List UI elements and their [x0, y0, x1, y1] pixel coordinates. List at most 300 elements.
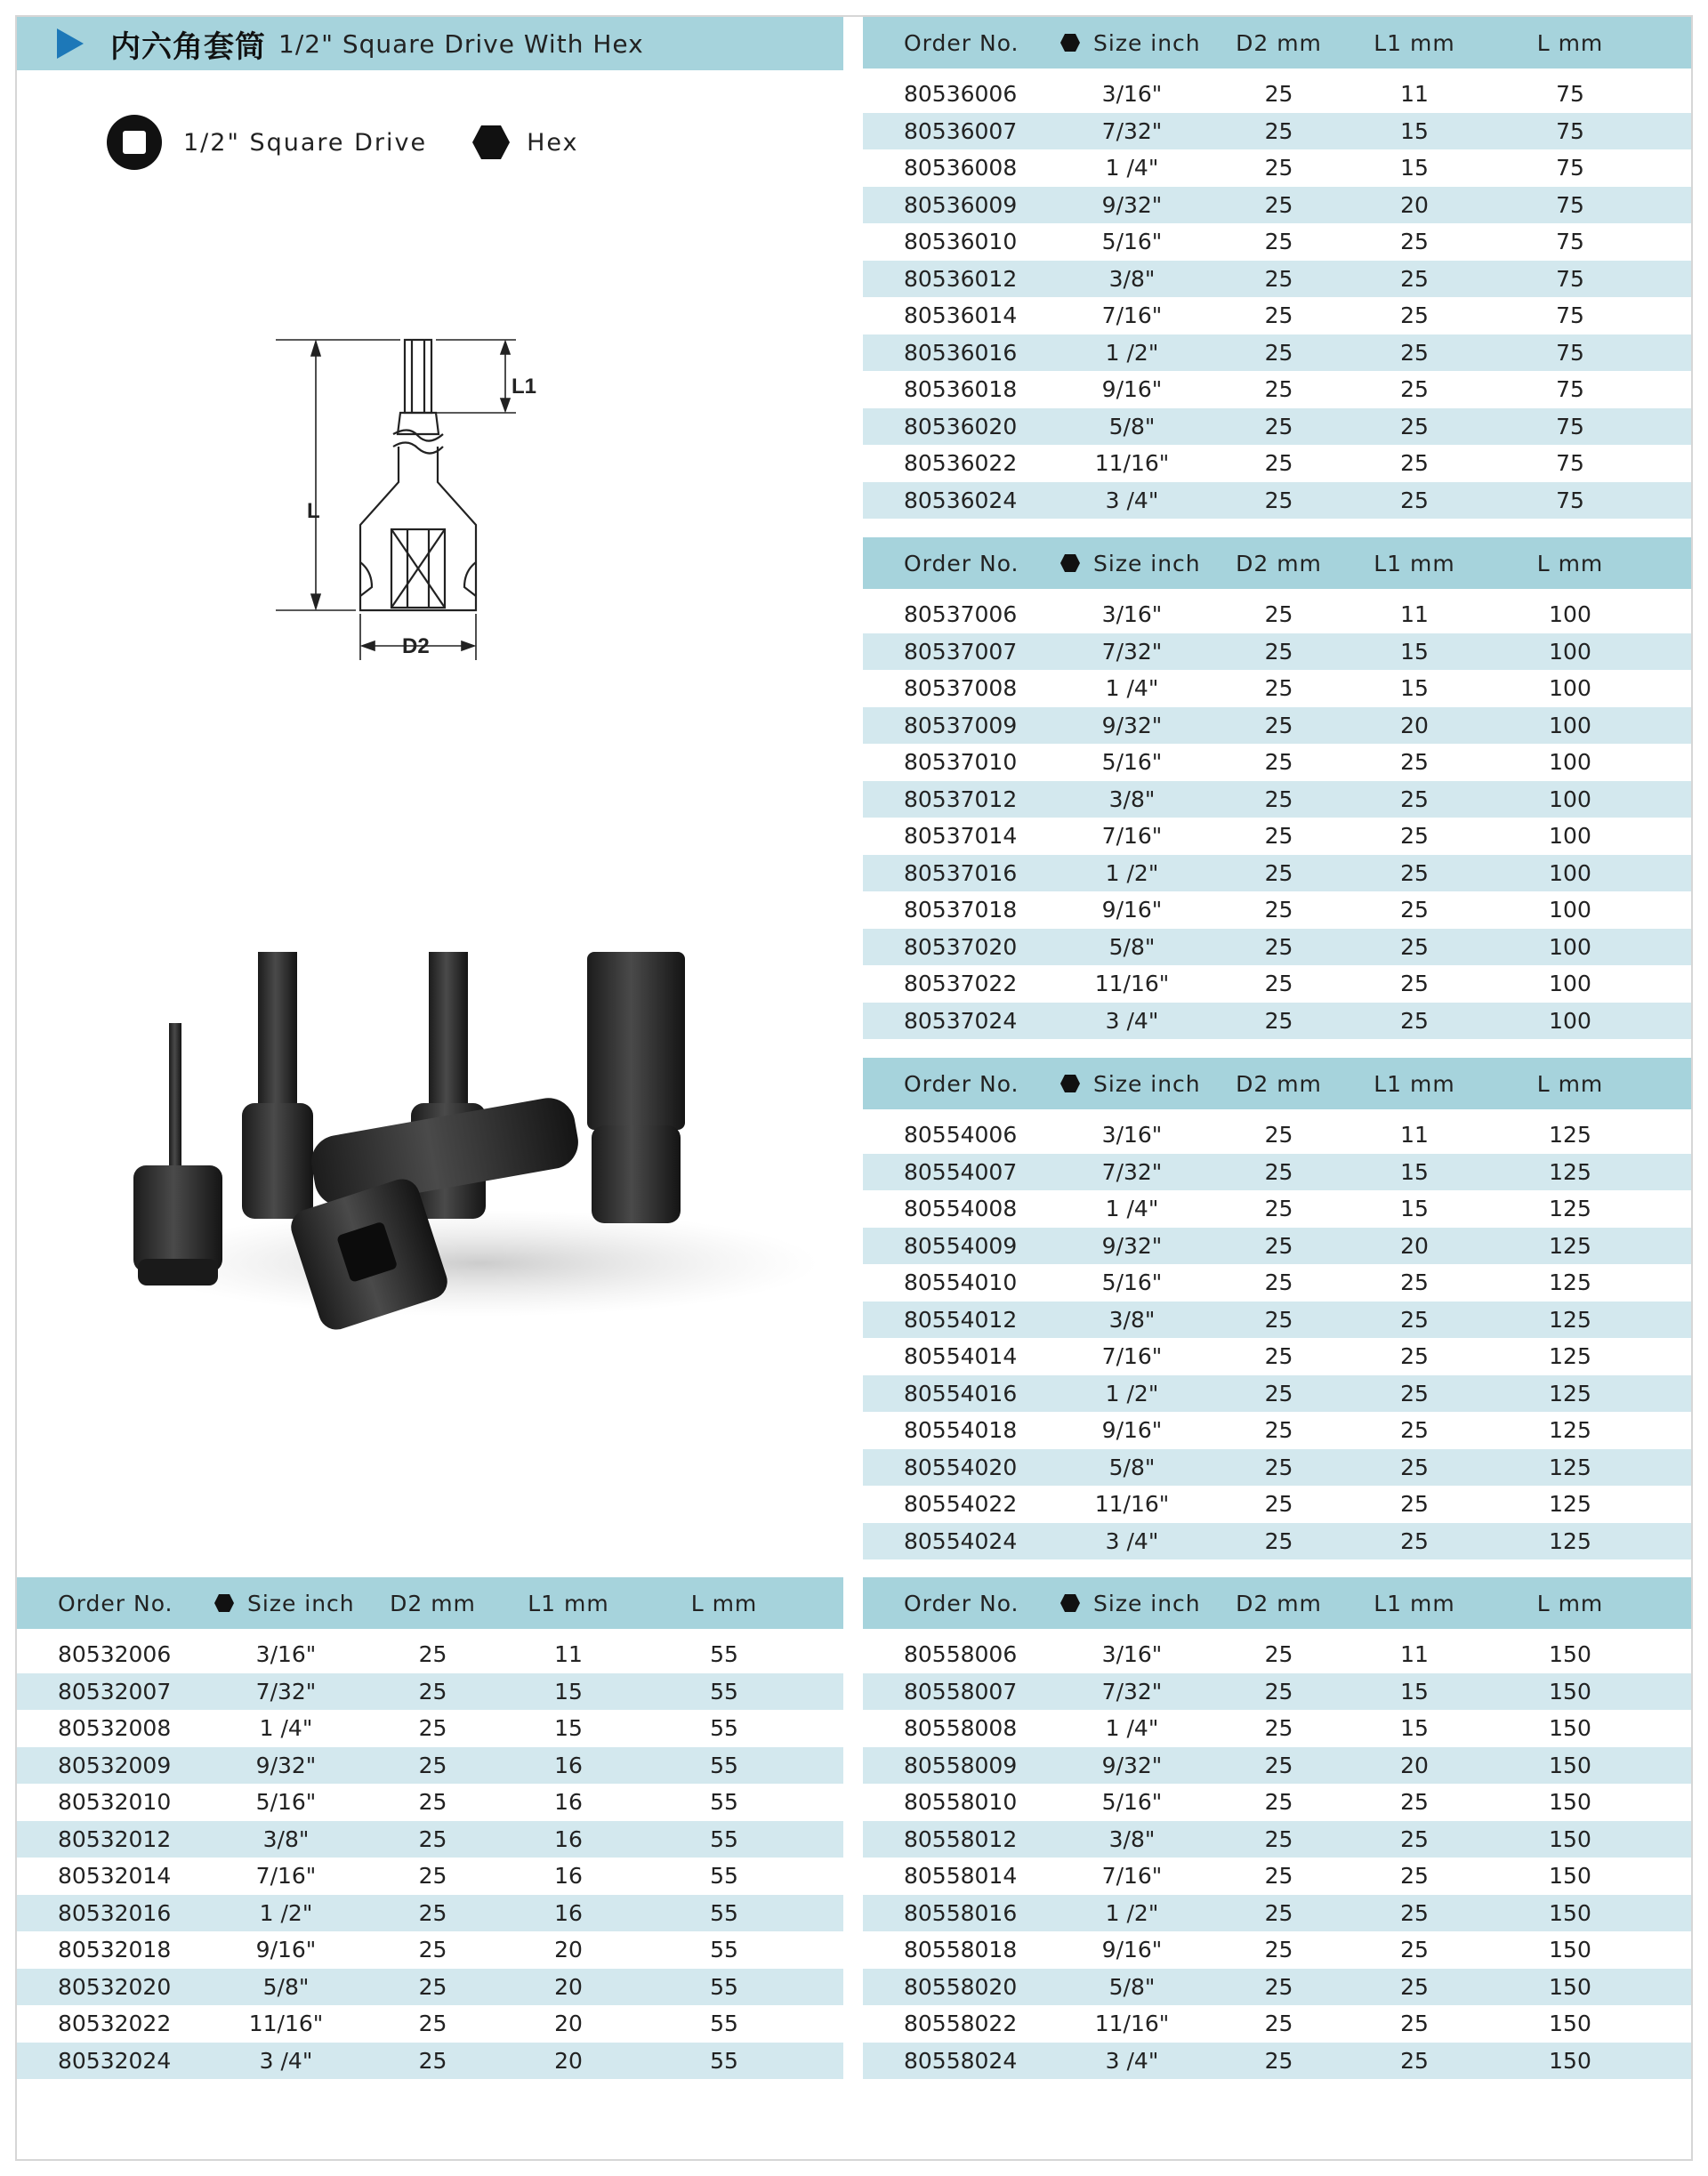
cell-d2-mm: 25 — [1264, 897, 1293, 923]
spec-table-125 — [863, 1058, 1691, 1559]
cell-size-inch: 3/8" — [262, 1825, 310, 1852]
cell-l-mm: 150 — [1549, 1678, 1591, 1705]
cell-size-inch: 7/32" — [255, 1678, 317, 1705]
cell-l-mm: 55 — [710, 1899, 738, 1926]
cell-l-mm: 75 — [1556, 302, 1584, 329]
cell-l-mm: 55 — [710, 2011, 738, 2037]
cell-size-inch: 3 /4" — [259, 2047, 313, 2074]
cell-size-inch: 5/16" — [1101, 749, 1163, 776]
cell-l-mm: 75 — [1556, 487, 1584, 513]
cell-order-no: 80532012 — [58, 1825, 172, 1852]
cell-l-mm: 125 — [1549, 1306, 1591, 1333]
cell-l-mm: 150 — [1549, 1752, 1591, 1778]
table-row — [863, 818, 1691, 855]
cell-size-inch: 3/16" — [1101, 81, 1163, 108]
cell-l-mm: 150 — [1549, 1789, 1591, 1816]
cell-size-inch: 7/16" — [1101, 1343, 1163, 1370]
hex-label: Hex — [527, 128, 579, 157]
cell-order-no: 80537012 — [904, 786, 1018, 812]
cell-d2-mm: 25 — [1264, 1899, 1293, 1926]
cell-l1-mm: 15 — [1400, 155, 1429, 181]
cell-l-mm: 100 — [1549, 675, 1591, 702]
cell-size-inch: 9/16" — [1101, 1417, 1163, 1444]
col-d2: D2 mm — [1236, 1070, 1322, 1097]
cell-l1-mm: 25 — [1400, 786, 1429, 812]
table-row — [863, 445, 1691, 482]
cell-l-mm: 75 — [1556, 229, 1584, 255]
cell-order-no: 80532014 — [58, 1863, 172, 1890]
col-order: Order No. — [904, 1070, 1019, 1097]
cell-size-inch: 9/16" — [1101, 1937, 1163, 1963]
cell-d2-mm: 25 — [1264, 376, 1293, 403]
table-row — [17, 1821, 843, 1858]
cell-l-mm: 55 — [710, 1789, 738, 1816]
table-row — [863, 670, 1691, 707]
cell-l-mm: 125 — [1549, 1158, 1591, 1185]
cell-l1-mm: 25 — [1400, 859, 1429, 886]
cell-d2-mm: 25 — [1264, 1232, 1293, 1259]
table-row — [863, 2043, 1691, 2080]
cell-l-mm: 75 — [1556, 265, 1584, 292]
table-row — [863, 855, 1691, 892]
cell-order-no: 80532016 — [58, 1899, 172, 1926]
cell-d2-mm: 25 — [1264, 1417, 1293, 1444]
cell-l-mm: 55 — [710, 1937, 738, 1963]
table-header — [863, 1058, 1691, 1109]
cell-order-no: 80558007 — [904, 1678, 1018, 1705]
cell-d2-mm: 25 — [1264, 1863, 1293, 1890]
cell-size-inch: 1 /4" — [1105, 155, 1159, 181]
table-row — [863, 707, 1691, 745]
cell-l-mm: 125 — [1549, 1343, 1591, 1370]
cell-order-no: 80532006 — [58, 1641, 172, 1668]
table-header — [863, 17, 1691, 69]
cell-l1-mm: 15 — [1400, 638, 1429, 665]
cell-order-no: 80537018 — [904, 897, 1018, 923]
cell-order-no: 80558010 — [904, 1789, 1018, 1816]
cell-l1-mm: 15 — [554, 1678, 583, 1705]
cell-size-inch: 11/16" — [1094, 2011, 1170, 2037]
cell-order-no: 80537016 — [904, 859, 1018, 886]
cell-d2-mm: 25 — [418, 1973, 447, 2000]
cell-d2-mm: 25 — [418, 1863, 447, 1890]
table-row — [863, 596, 1691, 633]
col-size: Size inch — [1093, 1590, 1201, 1616]
cell-size-inch: 3/8" — [1108, 786, 1156, 812]
cell-d2-mm: 25 — [1264, 1380, 1293, 1406]
table-row — [863, 334, 1691, 372]
cell-order-no: 80554008 — [904, 1196, 1018, 1222]
cell-order-no: 80558009 — [904, 1752, 1018, 1778]
cell-d2-mm: 25 — [1264, 339, 1293, 366]
cell-size-inch: 7/16" — [1101, 1863, 1163, 1890]
table-row — [863, 1228, 1691, 1265]
cell-l-mm: 100 — [1549, 823, 1591, 850]
col-order: Order No. — [904, 1590, 1019, 1616]
table-row — [17, 2005, 843, 2043]
spec-table-55 — [17, 1577, 843, 2078]
col-d2: D2 mm — [1236, 550, 1322, 576]
table-row — [863, 1302, 1691, 1339]
cell-d2-mm: 25 — [1264, 1122, 1293, 1148]
cell-l1-mm: 25 — [1400, 302, 1429, 329]
title-chinese: 内六角套筒 — [110, 28, 266, 65]
cell-size-inch: 5/8" — [1108, 933, 1156, 960]
cell-order-no: 80536006 — [904, 81, 1018, 108]
cell-order-no: 80554010 — [904, 1269, 1018, 1296]
table-row — [863, 633, 1691, 671]
cell-l1-mm: 25 — [1400, 1380, 1429, 1406]
cell-size-inch: 5/16" — [1101, 229, 1163, 255]
play-triangle-icon — [57, 28, 84, 59]
cell-order-no: 80532007 — [58, 1678, 172, 1705]
dim-label-l: L — [307, 499, 320, 523]
cell-d2-mm: 25 — [1264, 2047, 1293, 2074]
cell-l1-mm: 16 — [554, 1899, 583, 1926]
cell-d2-mm: 25 — [1264, 1825, 1293, 1852]
cell-size-inch: 5/16" — [1101, 1789, 1163, 1816]
cell-l-mm: 125 — [1549, 1380, 1591, 1406]
cell-d2-mm: 25 — [418, 1899, 447, 1926]
cell-l1-mm: 16 — [554, 1789, 583, 1816]
cell-order-no: 80537014 — [904, 823, 1018, 850]
cell-l-mm: 100 — [1549, 749, 1591, 776]
cell-size-inch: 3/16" — [1101, 1641, 1163, 1668]
cell-l-mm: 125 — [1549, 1454, 1591, 1480]
cell-size-inch: 9/16" — [1101, 897, 1163, 923]
square-drive-label: 1/2" Square Drive — [183, 128, 428, 157]
cell-order-no: 80558008 — [904, 1715, 1018, 1742]
cell-order-no: 80537006 — [904, 601, 1018, 628]
cell-order-no: 80558014 — [904, 1863, 1018, 1890]
cell-l1-mm: 25 — [1400, 1825, 1429, 1852]
cell-order-no: 80558018 — [904, 1937, 1018, 1963]
cell-size-inch: 5/16" — [1101, 1269, 1163, 1296]
cell-d2-mm: 25 — [1264, 302, 1293, 329]
table-row — [863, 1673, 1691, 1711]
cell-d2-mm: 25 — [1264, 1641, 1293, 1668]
cell-l-mm: 100 — [1549, 971, 1591, 997]
cell-size-inch: 11/16" — [1094, 1491, 1170, 1518]
cell-size-inch: 3/16" — [1101, 1122, 1163, 1148]
cell-l1-mm: 11 — [1400, 1641, 1429, 1668]
technical-drawing — [267, 329, 537, 756]
cell-l1-mm: 15 — [1400, 117, 1429, 144]
cell-d2-mm: 25 — [1264, 2011, 1293, 2037]
table-row — [863, 1486, 1691, 1523]
cell-l1-mm: 20 — [1400, 712, 1429, 738]
cell-order-no: 80532022 — [58, 2011, 172, 2037]
cell-order-no: 80554014 — [904, 1343, 1018, 1370]
cell-l-mm: 75 — [1556, 339, 1584, 366]
table-row — [863, 1523, 1691, 1560]
cell-order-no: 80554024 — [904, 1527, 1018, 1554]
table-row — [863, 371, 1691, 408]
cell-l1-mm: 25 — [1400, 339, 1429, 366]
cell-order-no: 80536009 — [904, 191, 1018, 218]
cell-order-no: 80532024 — [58, 2047, 172, 2074]
table-header — [863, 537, 1691, 589]
cell-l-mm: 125 — [1549, 1122, 1591, 1148]
cell-d2-mm: 25 — [1264, 712, 1293, 738]
cell-l1-mm: 25 — [1400, 1863, 1429, 1890]
cell-l-mm: 125 — [1549, 1527, 1591, 1554]
cell-order-no: 80537009 — [904, 712, 1018, 738]
table-row — [863, 113, 1691, 150]
table-row — [863, 187, 1691, 224]
hex-icon — [214, 1592, 235, 1614]
cell-l1-mm: 25 — [1400, 1899, 1429, 1926]
cell-order-no: 80536007 — [904, 117, 1018, 144]
col-order: Order No. — [58, 1590, 173, 1616]
cell-size-inch: 7/32" — [1101, 638, 1163, 665]
cell-d2-mm: 25 — [1264, 1306, 1293, 1333]
cell-d2-mm: 25 — [1264, 749, 1293, 776]
table-row — [863, 929, 1691, 966]
table-row — [17, 1710, 843, 1747]
cell-size-inch: 1 /4" — [1105, 1715, 1159, 1742]
table-row — [17, 1969, 843, 2006]
cell-size-inch: 3/8" — [1108, 1825, 1156, 1852]
table-row — [863, 1412, 1691, 1449]
cell-l-mm: 100 — [1549, 601, 1591, 628]
cell-size-inch: 3/16" — [255, 1641, 317, 1668]
cell-size-inch: 3/8" — [1108, 265, 1156, 292]
col-size: Size inch — [247, 1590, 355, 1616]
cell-l1-mm: 11 — [1400, 1122, 1429, 1148]
cell-d2-mm: 25 — [1264, 1196, 1293, 1222]
cell-l1-mm: 15 — [1400, 1678, 1429, 1705]
product-photo — [107, 925, 836, 1334]
cell-d2-mm: 25 — [1264, 1973, 1293, 2000]
col-l: L mm — [690, 1590, 758, 1616]
cell-l-mm: 55 — [710, 1863, 738, 1890]
cell-order-no: 80537020 — [904, 933, 1018, 960]
cell-size-inch: 7/32" — [1101, 1158, 1163, 1185]
cell-size-inch: 1 /4" — [1105, 1196, 1159, 1222]
cell-order-no: 80536020 — [904, 413, 1018, 439]
cell-order-no: 80536018 — [904, 376, 1018, 403]
cell-d2-mm: 25 — [1264, 1752, 1293, 1778]
cell-l1-mm: 25 — [1400, 823, 1429, 850]
cell-l-mm: 150 — [1549, 1715, 1591, 1742]
cell-order-no: 80536012 — [904, 265, 1018, 292]
cell-l-mm: 100 — [1549, 786, 1591, 812]
cell-l1-mm: 20 — [554, 2011, 583, 2037]
table-row — [863, 149, 1691, 187]
cell-d2-mm: 25 — [1264, 675, 1293, 702]
cell-l-mm: 75 — [1556, 81, 1584, 108]
col-l1: L1 mm — [528, 1590, 609, 1616]
cell-l1-mm: 25 — [1400, 933, 1429, 960]
hex-icon — [1059, 32, 1081, 53]
table-row — [863, 1636, 1691, 1673]
cell-l1-mm: 16 — [554, 1863, 583, 1890]
table-row — [17, 1673, 843, 1711]
col-l1: L1 mm — [1374, 1590, 1455, 1616]
col-size: Size inch — [1093, 550, 1201, 576]
cell-order-no: 80532010 — [58, 1789, 172, 1816]
cell-order-no: 80554007 — [904, 1158, 1018, 1185]
cell-l1-mm: 11 — [1400, 81, 1429, 108]
cell-d2-mm: 25 — [418, 1715, 447, 1742]
cell-l1-mm: 25 — [1400, 1491, 1429, 1518]
cell-d2-mm: 25 — [1264, 487, 1293, 513]
cell-order-no: 80558016 — [904, 1899, 1018, 1926]
cell-l1-mm: 15 — [554, 1715, 583, 1742]
table-row — [863, 1895, 1691, 1932]
cell-l-mm: 100 — [1549, 638, 1591, 665]
square-drive-icon — [107, 115, 162, 170]
cell-l1-mm: 25 — [1400, 749, 1429, 776]
table-row — [863, 1154, 1691, 1191]
cell-d2-mm: 25 — [418, 1641, 447, 1668]
cell-order-no: 80536014 — [904, 302, 1018, 329]
dim-label-l1: L1 — [512, 375, 537, 399]
cell-l1-mm: 25 — [1400, 265, 1429, 292]
cell-l1-mm: 15 — [1400, 1158, 1429, 1185]
cell-l-mm: 55 — [710, 1641, 738, 1668]
cell-d2-mm: 25 — [418, 1789, 447, 1816]
cell-l-mm: 75 — [1556, 376, 1584, 403]
cell-size-inch: 11/16" — [1094, 450, 1170, 477]
cell-l1-mm: 11 — [1400, 601, 1429, 628]
cell-size-inch: 1 /2" — [259, 1899, 313, 1926]
cell-d2-mm: 25 — [1264, 1007, 1293, 1034]
cell-l1-mm: 25 — [1400, 229, 1429, 255]
cell-size-inch: 3 /4" — [1105, 1527, 1159, 1554]
col-order: Order No. — [904, 550, 1019, 576]
cell-d2-mm: 25 — [1264, 1678, 1293, 1705]
cell-size-inch: 3/16" — [1101, 601, 1163, 628]
table-row — [863, 1264, 1691, 1302]
cell-order-no: 80554020 — [904, 1454, 1018, 1480]
cell-order-no: 80536008 — [904, 155, 1018, 181]
cell-l1-mm: 11 — [554, 1641, 583, 1668]
cell-l1-mm: 20 — [1400, 1232, 1429, 1259]
cell-l-mm: 150 — [1549, 1899, 1591, 1926]
cell-d2-mm: 25 — [1264, 413, 1293, 439]
title-english: 1/2" Square Drive With Hex — [278, 28, 644, 59]
col-d2: D2 mm — [1236, 1590, 1322, 1616]
cell-d2-mm: 25 — [1264, 155, 1293, 181]
cell-order-no: 80532009 — [58, 1752, 172, 1778]
spec-table-150 — [863, 1577, 1691, 2078]
cell-d2-mm: 25 — [418, 1937, 447, 1963]
cell-size-inch: 9/32" — [1101, 1232, 1163, 1259]
table-row — [863, 261, 1691, 298]
table-row — [17, 1858, 843, 1895]
table-row — [863, 781, 1691, 818]
cell-size-inch: 3 /4" — [1105, 1007, 1159, 1034]
cell-l1-mm: 25 — [1400, 1306, 1429, 1333]
cell-size-inch: 7/16" — [255, 1863, 317, 1890]
cell-l-mm: 150 — [1549, 1825, 1591, 1852]
cell-order-no: 80537007 — [904, 638, 1018, 665]
cell-d2-mm: 25 — [1264, 823, 1293, 850]
table-row — [863, 1116, 1691, 1154]
table-row — [863, 1747, 1691, 1785]
cell-order-no: 80536016 — [904, 339, 1018, 366]
cell-size-inch: 9/32" — [1101, 191, 1163, 218]
cell-size-inch: 7/16" — [1101, 302, 1163, 329]
table-row — [863, 744, 1691, 781]
cell-l-mm: 125 — [1549, 1491, 1591, 1518]
spec-table-75 — [863, 17, 1691, 518]
cell-size-inch: 3 /4" — [1105, 2047, 1159, 2074]
col-l: L mm — [1536, 550, 1604, 576]
cell-order-no: 80537010 — [904, 749, 1018, 776]
table-row — [17, 1784, 843, 1821]
cell-l1-mm: 25 — [1400, 971, 1429, 997]
cell-l1-mm: 25 — [1400, 2047, 1429, 2074]
cell-l1-mm: 25 — [1400, 1527, 1429, 1554]
table-row — [863, 965, 1691, 1003]
cell-d2-mm: 25 — [418, 1678, 447, 1705]
cell-l1-mm: 25 — [1400, 1269, 1429, 1296]
cell-l1-mm: 20 — [554, 1937, 583, 1963]
col-l1: L1 mm — [1374, 29, 1455, 56]
cell-d2-mm: 25 — [1264, 971, 1293, 997]
cell-size-inch: 1 /4" — [1105, 675, 1159, 702]
table-row — [863, 1449, 1691, 1487]
cell-size-inch: 5/8" — [262, 1973, 310, 2000]
table-row — [863, 1969, 1691, 2006]
cell-d2-mm: 25 — [1264, 265, 1293, 292]
cell-d2-mm: 25 — [1264, 1789, 1293, 1816]
cell-l-mm: 100 — [1549, 897, 1591, 923]
cell-d2-mm: 25 — [1264, 1158, 1293, 1185]
cell-l-mm: 55 — [710, 1715, 738, 1742]
cell-d2-mm: 25 — [1264, 117, 1293, 144]
cell-d2-mm: 25 — [1264, 601, 1293, 628]
cell-l1-mm: 25 — [1400, 413, 1429, 439]
cell-l1-mm: 15 — [1400, 675, 1429, 702]
cell-l1-mm: 15 — [1400, 1715, 1429, 1742]
table-row — [863, 891, 1691, 929]
cell-l-mm: 150 — [1549, 1641, 1591, 1668]
col-l: L mm — [1536, 1070, 1604, 1097]
cell-l-mm: 75 — [1556, 117, 1584, 144]
cell-l-mm: 150 — [1549, 2011, 1591, 2037]
col-order: Order No. — [904, 29, 1019, 56]
cell-l1-mm: 15 — [1400, 1196, 1429, 1222]
col-l: L mm — [1536, 1590, 1604, 1616]
cell-order-no: 80558024 — [904, 2047, 1018, 2074]
table-row — [863, 408, 1691, 446]
cell-l1-mm: 20 — [1400, 191, 1429, 218]
cell-l1-mm: 25 — [1400, 1973, 1429, 2000]
cell-l1-mm: 20 — [554, 1973, 583, 2000]
cell-size-inch: 5/8" — [1108, 413, 1156, 439]
col-l: L mm — [1536, 29, 1604, 56]
cell-l1-mm: 16 — [554, 1825, 583, 1852]
cell-order-no: 80554012 — [904, 1306, 1018, 1333]
table-row — [863, 1190, 1691, 1228]
cell-l-mm: 125 — [1549, 1269, 1591, 1296]
cell-l1-mm: 25 — [1400, 487, 1429, 513]
cell-order-no: 80532020 — [58, 1973, 172, 2000]
cell-d2-mm: 25 — [418, 2047, 447, 2074]
cell-l-mm: 150 — [1549, 1937, 1591, 1963]
cell-d2-mm: 25 — [1264, 933, 1293, 960]
hex-icon — [1059, 1073, 1081, 1094]
cell-order-no: 80536024 — [904, 487, 1018, 513]
cell-l-mm: 125 — [1549, 1196, 1591, 1222]
cell-l1-mm: 25 — [1400, 1789, 1429, 1816]
cell-d2-mm: 25 — [1264, 1454, 1293, 1480]
cell-l-mm: 55 — [710, 2047, 738, 2074]
